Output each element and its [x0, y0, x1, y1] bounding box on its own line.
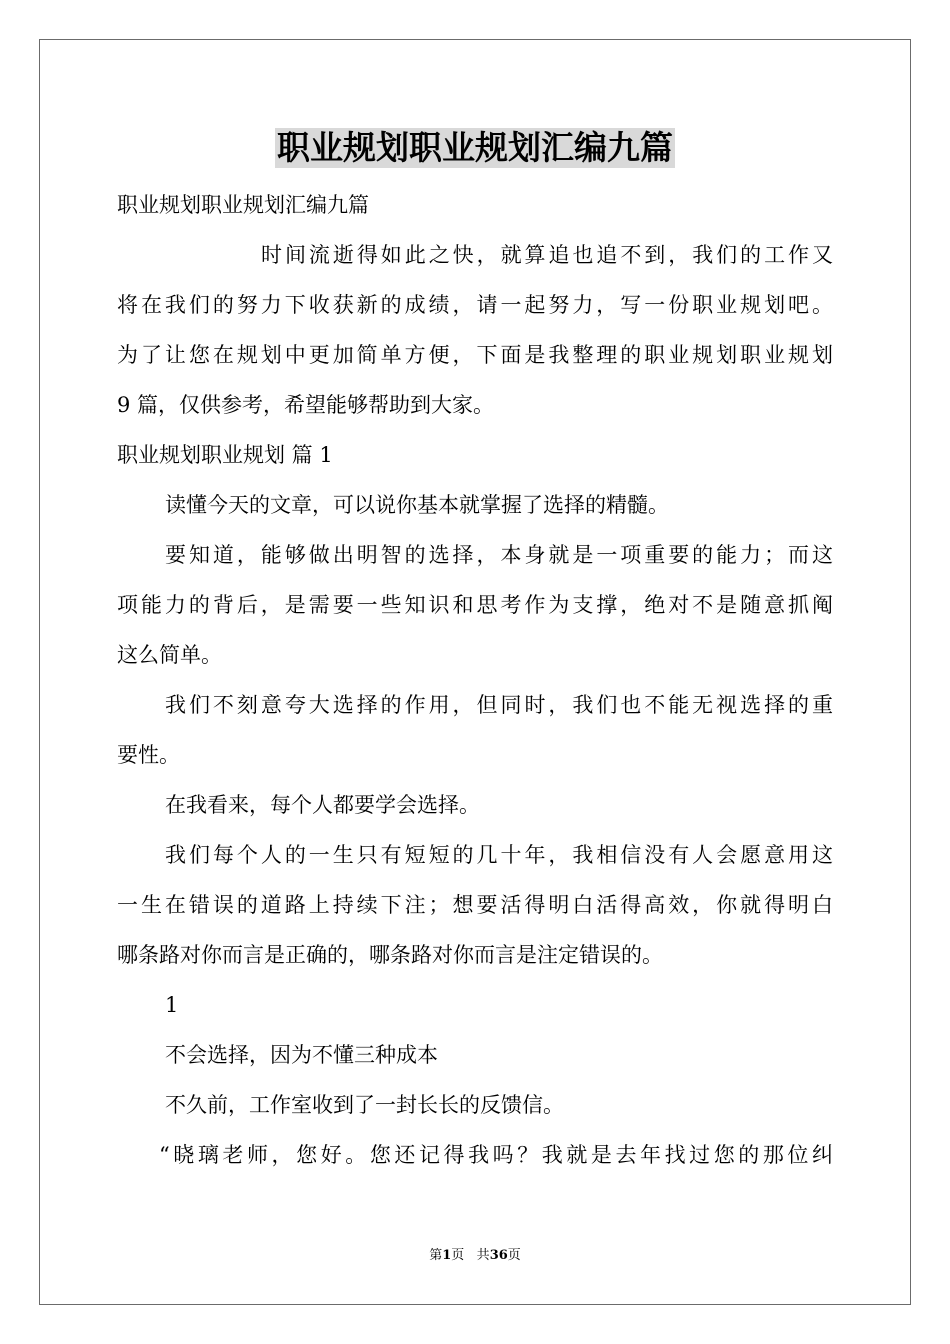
paragraph-line: “晓璃老师，您好。您还记得我吗？我就是去年找过您的那位纠 [159, 1143, 833, 1167]
section-heading: 职业规划职业规划 篇 1 [117, 443, 333, 467]
footer-total-suffix: 页 [507, 1248, 521, 1263]
paragraph-line: 在我看来，每个人都要学会选择。 [165, 793, 480, 817]
paragraph-line: 9 篇，仅供参考，希望能够帮助到大家。 [117, 393, 495, 417]
paragraph-line: 将在我们的努力下收获新的成绩，请一起努力，写一份职业规划吧。 [117, 293, 833, 317]
footer-page-number: 1 [442, 1248, 452, 1263]
section-number: 1 [165, 993, 179, 1017]
footer-prefix: 第 [429, 1248, 443, 1263]
paragraph-line: 要性。 [117, 743, 180, 767]
subtitle-line: 职业规划职业规划汇编九篇 [117, 193, 369, 217]
paragraph-line: 一生在错误的道路上持续下注；想要活得明白活得高效，你就得明白 [117, 893, 833, 917]
title-wrap [0, 128, 950, 168]
document-title: 职业规划职业规划汇编九篇 [277, 128, 673, 167]
paragraph-line: 我们不刻意夸大选择的作用，但同时，我们也不能无视选择的重 [165, 693, 833, 717]
paragraph-line: 时间流逝得如此之快，就算追也追不到，我们的工作又 [261, 243, 833, 267]
paragraph-line: 不久前，工作室收到了一封长长的反馈信。 [165, 1093, 564, 1117]
document-body [117, 180, 833, 1180]
paragraph-line: 为了让您在规划中更加简单方便，下面是我整理的职业规划职业规划 [117, 343, 833, 367]
section-subheading: 不会选择，因为不懂三种成本 [165, 1043, 438, 1067]
footer-page-suffix: 页 [451, 1248, 465, 1263]
paragraph-line: 哪条路对你而言是正确的，哪条路对你而言是注定错误的。 [117, 943, 663, 967]
paragraph-line: 项能力的背后，是需要一些知识和思考作为支撑，绝对不是随意抓阄 [117, 593, 833, 617]
paragraph-line: 要知道，能够做出明智的选择，本身就是一项重要的能力；而这 [165, 543, 833, 567]
page-footer [0, 1246, 950, 1266]
paragraph-line: 这么简单。 [117, 643, 222, 667]
footer-total-prefix: 共 [476, 1248, 490, 1263]
paragraph-line: 读懂今天的文章，可以说你基本就掌握了选择的精髓。 [165, 493, 669, 517]
paragraph-line: 我们每个人的一生只有短短的几十年，我相信没有人会愿意用这 [165, 843, 833, 867]
footer-total-pages: 36 [489, 1248, 508, 1263]
